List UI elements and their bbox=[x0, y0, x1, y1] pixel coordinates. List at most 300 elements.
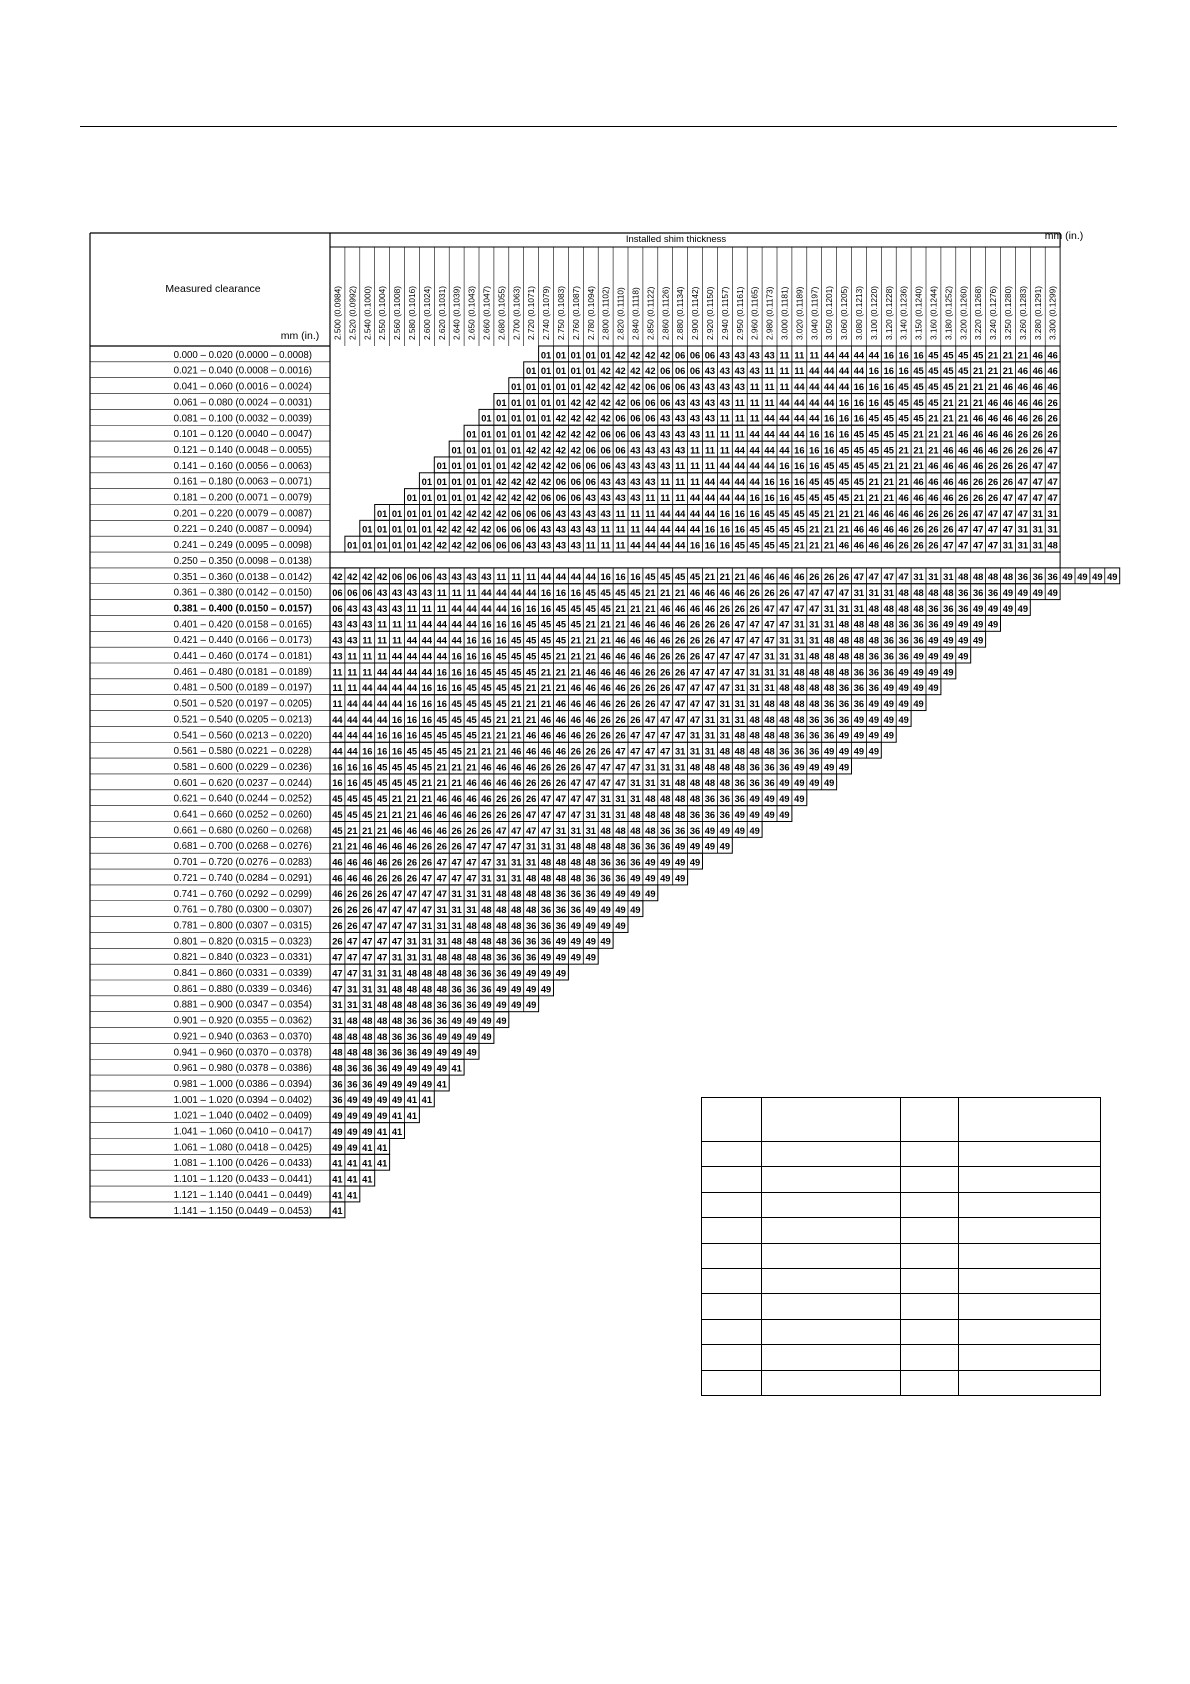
shim-number: 21 bbox=[466, 746, 477, 757]
shim-number: 49 bbox=[794, 762, 805, 773]
shim-number: 43 bbox=[704, 397, 716, 408]
column-header: 2.940 (0.1157) bbox=[719, 286, 730, 340]
shim-number: 48 bbox=[496, 936, 507, 947]
shim-number: 45 bbox=[660, 572, 671, 583]
shim-number: 26 bbox=[376, 889, 388, 900]
shim-number: 01 bbox=[466, 461, 477, 472]
shim-number: 31 bbox=[1017, 524, 1029, 535]
shim-number: 36 bbox=[570, 889, 582, 900]
shim-number: 06 bbox=[511, 508, 522, 519]
shim-number: 44 bbox=[466, 619, 477, 630]
shim-number: 45 bbox=[913, 413, 924, 424]
shim-number: 44 bbox=[451, 619, 462, 630]
shim-number: 48 bbox=[1002, 572, 1014, 583]
shim-number: 44 bbox=[660, 524, 671, 535]
shim-number: 47 bbox=[1047, 461, 1058, 472]
shim-number: 01 bbox=[525, 381, 537, 392]
shim-number: 46 bbox=[630, 651, 641, 662]
shim-number: 43 bbox=[347, 619, 358, 630]
shim-number: 45 bbox=[496, 698, 507, 709]
shim-number: 36 bbox=[525, 936, 537, 947]
shim-number: 31 bbox=[1047, 524, 1058, 535]
shim-number: 06 bbox=[540, 508, 552, 519]
shim-number: 49 bbox=[347, 1111, 358, 1122]
shim-number: 11 bbox=[630, 524, 641, 535]
shim-number: 47 bbox=[376, 952, 388, 963]
shim-number: 36 bbox=[853, 698, 865, 709]
shim-number: 21 bbox=[600, 619, 611, 630]
shim-number: 47 bbox=[1032, 477, 1043, 488]
shim-number: 21 bbox=[347, 825, 358, 836]
shim-number: 11 bbox=[675, 477, 686, 488]
shim-number: 31 bbox=[406, 952, 418, 963]
shim-number: 44 bbox=[347, 746, 358, 757]
row-label: 0.181 – 0.200 (0.0071 – 0.0079) bbox=[173, 492, 312, 504]
shim-number: 36 bbox=[928, 619, 939, 630]
shim-number: 26 bbox=[913, 524, 924, 535]
shim-number: 11 bbox=[749, 397, 760, 408]
shim-number: 43 bbox=[391, 603, 403, 614]
blank-table-cell bbox=[761, 1098, 901, 1142]
shim-number: 43 bbox=[421, 588, 433, 598]
shim-number: 45 bbox=[391, 778, 403, 789]
shim-number: 43 bbox=[585, 508, 596, 519]
shim-number: 06 bbox=[406, 572, 418, 583]
shim-number: 45 bbox=[362, 809, 373, 820]
shim-number: 41 bbox=[332, 1158, 343, 1169]
shim-number: 49 bbox=[332, 1142, 343, 1153]
shim-number: 46 bbox=[749, 572, 760, 583]
shim-number: 21 bbox=[511, 714, 522, 725]
column-header: 2.700 (0.1063) bbox=[511, 286, 522, 340]
shim-number: 21 bbox=[1017, 350, 1029, 361]
column-header: 3.100 (0.1220) bbox=[868, 286, 879, 340]
shim-number: 47 bbox=[391, 889, 403, 900]
blank-table-row bbox=[702, 1370, 1101, 1395]
shim-number: 49 bbox=[1092, 572, 1103, 583]
shim-number: 26 bbox=[481, 825, 492, 836]
shim-number: 31 bbox=[511, 873, 522, 884]
shim-number: 48 bbox=[585, 857, 596, 868]
shim-number: 26 bbox=[734, 603, 745, 614]
shim-number: 46 bbox=[362, 873, 373, 884]
shim-number: 31 bbox=[645, 778, 656, 789]
shim-number: 43 bbox=[660, 413, 671, 424]
shim-number: 48 bbox=[645, 825, 656, 836]
shim-number: 45 bbox=[511, 651, 522, 662]
shim-number: 11 bbox=[585, 540, 596, 551]
row-label: 0.621 – 0.640 (0.0244 – 0.0252) bbox=[173, 793, 312, 805]
shim-number: 43 bbox=[689, 413, 701, 424]
shim-number: 21 bbox=[511, 730, 522, 741]
shim-number: 47 bbox=[674, 730, 686, 741]
shim-number: 48 bbox=[645, 809, 656, 820]
shim-number: 36 bbox=[928, 603, 939, 614]
shim-number: 44 bbox=[823, 381, 835, 392]
shim-number: 36 bbox=[525, 952, 537, 963]
shim-number: 26 bbox=[466, 825, 477, 836]
shim-number: 49 bbox=[749, 794, 760, 805]
shim-number: 47 bbox=[600, 778, 611, 789]
shim-number: 42 bbox=[615, 366, 626, 377]
shim-number: 31 bbox=[809, 619, 820, 630]
shim-number: 49 bbox=[928, 635, 939, 646]
shim-number: 45 bbox=[794, 492, 805, 503]
shim-number: 49 bbox=[689, 857, 701, 868]
shim-number: 16 bbox=[496, 635, 507, 646]
shim-number: 31 bbox=[674, 746, 686, 757]
shim-number: 36 bbox=[585, 889, 596, 900]
row-label: 0.961 – 0.980 (0.0378 – 0.0386) bbox=[173, 1063, 312, 1075]
shim-number: 46 bbox=[600, 651, 611, 662]
shim-number: 47 bbox=[630, 730, 641, 741]
shim-number: 46 bbox=[868, 508, 880, 519]
shim-number: 11 bbox=[392, 635, 402, 646]
shim-number: 31 bbox=[332, 1015, 343, 1026]
shim-number: 49 bbox=[838, 746, 850, 757]
shim-number: 45 bbox=[868, 445, 880, 456]
shim-number: 49 bbox=[898, 667, 909, 678]
shim-number: 42 bbox=[451, 524, 462, 535]
shim-number: 47 bbox=[466, 857, 477, 868]
shim-number: 46 bbox=[928, 461, 939, 472]
shim-number: 49 bbox=[913, 651, 924, 662]
shim-number: 43 bbox=[481, 572, 492, 583]
shim-number: 46 bbox=[928, 477, 939, 488]
shim-number: 48 bbox=[451, 952, 462, 963]
shim-number: 36 bbox=[883, 635, 894, 646]
shim-number: 16 bbox=[779, 477, 790, 488]
row-label: 0.581 – 0.600 (0.0229 – 0.0236) bbox=[173, 761, 312, 773]
shim-number: 01 bbox=[511, 397, 522, 408]
row-label: 1.021 – 1.040 (0.0402 – 0.0409) bbox=[173, 1110, 312, 1122]
shim-number: 46 bbox=[1047, 381, 1058, 392]
shim-number: 31 bbox=[749, 698, 760, 709]
shim-number: 47 bbox=[615, 762, 626, 773]
shim-number: 11 bbox=[675, 492, 686, 503]
shim-number: 44 bbox=[630, 540, 641, 551]
shim-number: 06 bbox=[525, 524, 537, 535]
shim-number: 11 bbox=[645, 492, 656, 503]
shim-number: 42 bbox=[466, 540, 477, 551]
shim-number: 43 bbox=[451, 572, 462, 583]
shim-number: 26 bbox=[689, 635, 701, 646]
shim-number: 42 bbox=[332, 572, 343, 583]
shim-number: 44 bbox=[376, 698, 388, 709]
shim-number: 47 bbox=[1002, 508, 1014, 519]
shim-number: 06 bbox=[585, 477, 596, 488]
shim-number: 26 bbox=[823, 572, 835, 583]
shim-number: 11 bbox=[764, 366, 775, 377]
shim-number: 36 bbox=[764, 762, 775, 773]
shim-number: 46 bbox=[1002, 429, 1014, 440]
shim-number: 48 bbox=[347, 1031, 358, 1042]
shim-number: 01 bbox=[555, 350, 567, 361]
shim-number: 46 bbox=[466, 778, 477, 789]
shim-number: 43 bbox=[570, 524, 582, 535]
shim-number: 36 bbox=[496, 968, 507, 979]
shim-number: 49 bbox=[540, 952, 552, 963]
shim-number: 36 bbox=[809, 746, 820, 757]
shim-number: 46 bbox=[615, 683, 626, 694]
shim-number: 45 bbox=[600, 603, 611, 614]
shim-number: 26 bbox=[332, 905, 343, 915]
shim-number: 44 bbox=[332, 730, 343, 741]
shim-number: 21 bbox=[809, 540, 820, 551]
shim-number: 11 bbox=[347, 667, 358, 678]
shim-number: 49 bbox=[570, 952, 582, 963]
shim-number: 01 bbox=[496, 445, 507, 456]
shim-number: 47 bbox=[391, 905, 403, 915]
shim-number: 45 bbox=[838, 445, 850, 456]
shim-number: 26 bbox=[660, 667, 671, 678]
shim-number: 21 bbox=[555, 683, 567, 694]
shim-number: 49 bbox=[883, 714, 894, 725]
row-label: 0.421 – 0.440 (0.0166 – 0.0173) bbox=[173, 635, 312, 647]
shim-number: 31 bbox=[704, 730, 716, 741]
shim-number: 49 bbox=[674, 857, 686, 868]
shim-number: 11 bbox=[377, 619, 388, 630]
shim-number: 48 bbox=[689, 778, 701, 789]
shim-number: 45 bbox=[943, 381, 954, 392]
shim-number: 49 bbox=[704, 825, 716, 836]
shim-number: 46 bbox=[332, 857, 343, 868]
column-header: 3.020 (0.1189) bbox=[794, 286, 805, 340]
shim-number: 46 bbox=[496, 778, 507, 789]
shim-number: 49 bbox=[823, 746, 835, 757]
shim-number: 11 bbox=[377, 651, 388, 662]
shim-number: 48 bbox=[540, 873, 552, 884]
shim-number: 47 bbox=[1017, 508, 1029, 519]
shim-number: 43 bbox=[600, 492, 611, 503]
shim-number: 45 bbox=[406, 746, 418, 757]
shim-number: 46 bbox=[525, 762, 537, 773]
shim-number: 45 bbox=[749, 540, 760, 551]
shim-number: 36 bbox=[1032, 572, 1043, 583]
shim-number: 48 bbox=[928, 588, 939, 598]
shim-number: 26 bbox=[1002, 477, 1014, 488]
shim-number: 48 bbox=[332, 1031, 343, 1042]
shim-number: 47 bbox=[362, 936, 373, 947]
shim-number: 48 bbox=[958, 572, 969, 583]
shim-number: 48 bbox=[794, 714, 805, 725]
shim-number: 49 bbox=[972, 619, 984, 630]
shim-number: 43 bbox=[466, 572, 477, 583]
shim-number: 49 bbox=[391, 1095, 403, 1106]
shim-number: 31 bbox=[347, 1000, 358, 1011]
shim-number: 46 bbox=[555, 746, 567, 757]
shim-number: 44 bbox=[749, 445, 760, 456]
shim-number: 06 bbox=[421, 572, 433, 583]
shim-number: 41 bbox=[406, 1095, 418, 1106]
shim-number: 26 bbox=[451, 825, 462, 836]
shim-number: 16 bbox=[868, 366, 880, 377]
blank-table-row bbox=[702, 1345, 1101, 1370]
shim-number: 11 bbox=[332, 667, 343, 678]
shim-number: 47 bbox=[555, 794, 567, 805]
shim-number: 45 bbox=[481, 667, 492, 678]
shim-number: 45 bbox=[406, 762, 418, 773]
shim-number: 16 bbox=[376, 730, 388, 741]
shim-number: 47 bbox=[1017, 492, 1029, 503]
shim-number: 48 bbox=[525, 889, 537, 900]
shim-number: 48 bbox=[868, 619, 880, 630]
shim-number: 11 bbox=[436, 588, 447, 598]
column-header: 2.800 (0.1102) bbox=[600, 286, 611, 340]
shim-number: 36 bbox=[883, 651, 894, 662]
shim-number: 48 bbox=[838, 651, 850, 662]
shim-number: 41 bbox=[362, 1142, 373, 1153]
shim-number: 47 bbox=[749, 619, 760, 630]
shim-number: 01 bbox=[466, 492, 477, 503]
shim-number: 16 bbox=[794, 461, 805, 472]
shim-number: 47 bbox=[406, 889, 418, 900]
shim-number: 36 bbox=[406, 1047, 418, 1058]
shim-number: 06 bbox=[585, 445, 596, 456]
shim-number: 06 bbox=[645, 381, 656, 392]
shim-number: 48 bbox=[615, 841, 626, 852]
shim-number: 48 bbox=[511, 905, 522, 915]
shim-number: 21 bbox=[972, 381, 984, 392]
shim-number: 31 bbox=[615, 794, 626, 805]
shim-number: 47 bbox=[421, 889, 433, 900]
shim-number: 16 bbox=[809, 429, 820, 440]
shim-number: 46 bbox=[689, 588, 701, 598]
shim-number: 49 bbox=[421, 1047, 433, 1058]
shim-number: 06 bbox=[660, 381, 671, 392]
shim-number: 21 bbox=[496, 714, 507, 725]
shim-number: 47 bbox=[1002, 524, 1014, 535]
shim-number: 31 bbox=[823, 603, 835, 614]
shim-number: 26 bbox=[719, 619, 731, 630]
blank-table-cell bbox=[702, 1294, 762, 1319]
shim-number: 01 bbox=[600, 350, 611, 361]
shim-number: 45 bbox=[853, 477, 865, 488]
shim-number: 11 bbox=[347, 651, 358, 662]
shim-number: 21 bbox=[898, 445, 909, 456]
shim-number: 49 bbox=[868, 746, 880, 757]
shim-number: 01 bbox=[570, 381, 582, 392]
shim-number: 16 bbox=[764, 492, 775, 503]
column-header: 2.620 (0.1031) bbox=[436, 286, 447, 340]
shim-number: 42 bbox=[436, 524, 447, 535]
shim-number: 43 bbox=[734, 350, 745, 361]
shim-number: 36 bbox=[391, 1047, 403, 1058]
shim-number: 26 bbox=[1002, 445, 1014, 456]
shim-number: 48 bbox=[391, 1015, 403, 1026]
shim-number: 48 bbox=[525, 905, 537, 915]
shim-number: 21 bbox=[913, 445, 924, 456]
shim-number: 31 bbox=[630, 778, 641, 789]
shim-number: 44 bbox=[794, 429, 805, 440]
shim-number: 45 bbox=[823, 477, 835, 488]
shim-number: 46 bbox=[436, 809, 447, 820]
shim-number: 44 bbox=[660, 540, 671, 551]
shim-number: 43 bbox=[406, 588, 418, 598]
shim-number: 21 bbox=[853, 492, 865, 503]
shim-number: 45 bbox=[809, 508, 820, 519]
column-header: 2.520 (0.0992) bbox=[347, 286, 358, 340]
blank-table-row bbox=[702, 1167, 1101, 1192]
shim-number: 49 bbox=[749, 825, 760, 836]
shim-number: 45 bbox=[436, 714, 447, 725]
shim-number: 44 bbox=[511, 588, 522, 598]
shim-number: 31 bbox=[362, 968, 373, 979]
shim-number: 45 bbox=[585, 588, 596, 598]
shim-number: 21 bbox=[838, 524, 850, 535]
shim-number: 44 bbox=[853, 366, 865, 377]
shim-number: 44 bbox=[525, 588, 537, 598]
shim-number: 36 bbox=[719, 809, 731, 820]
shim-number: 21 bbox=[913, 461, 924, 472]
shim-number: 42 bbox=[525, 492, 537, 503]
shim-number: 44 bbox=[376, 683, 388, 694]
shim-number: 16 bbox=[823, 445, 835, 456]
shim-number: 47 bbox=[689, 667, 701, 678]
row-label: 0.921 – 0.940 (0.0363 – 0.0370) bbox=[173, 1031, 312, 1043]
shim-number: 47 bbox=[481, 841, 492, 852]
shim-number: 31 bbox=[585, 825, 596, 836]
shim-number: 45 bbox=[972, 350, 984, 361]
shim-number: 36 bbox=[332, 1095, 343, 1106]
shim-number: 47 bbox=[674, 698, 686, 709]
shim-number: 43 bbox=[734, 366, 745, 377]
shim-number: 06 bbox=[511, 540, 522, 551]
shim-number: 44 bbox=[555, 572, 567, 583]
shim-number: 11 bbox=[615, 540, 626, 551]
shim-number: 44 bbox=[674, 524, 686, 535]
shim-number: 42 bbox=[540, 429, 552, 440]
shim-number: 44 bbox=[347, 730, 358, 741]
shim-number: 44 bbox=[421, 619, 433, 630]
shim-number: 49 bbox=[913, 698, 924, 709]
shim-number: 41 bbox=[347, 1174, 358, 1185]
shim-number: 41 bbox=[391, 1126, 403, 1137]
shim-number: 06 bbox=[332, 603, 343, 614]
shim-number: 44 bbox=[794, 381, 805, 392]
shim-number: 46 bbox=[511, 762, 522, 773]
shim-number: 47 bbox=[660, 746, 671, 757]
shim-number: 44 bbox=[436, 635, 447, 646]
shim-number: 45 bbox=[883, 413, 894, 424]
shim-number: 36 bbox=[898, 651, 909, 662]
shim-number: 46 bbox=[1047, 350, 1058, 361]
shim-number: 01 bbox=[540, 397, 552, 408]
shim-number: 47 bbox=[987, 524, 999, 535]
shim-number: 11 bbox=[466, 588, 477, 598]
shim-number: 45 bbox=[376, 794, 388, 805]
shim-number: 36 bbox=[898, 619, 909, 630]
shim-number: 43 bbox=[362, 619, 373, 630]
shim-number: 46 bbox=[958, 429, 969, 440]
shim-number: 26 bbox=[540, 762, 552, 773]
shim-number: 46 bbox=[391, 825, 403, 836]
shim-number: 46 bbox=[362, 841, 373, 852]
shim-number: 36 bbox=[660, 825, 671, 836]
shim-number: 36 bbox=[794, 746, 805, 757]
shim-number: 16 bbox=[451, 651, 462, 662]
column-header: 3.280 (0.1291) bbox=[1032, 286, 1043, 340]
shim-number: 49 bbox=[734, 825, 745, 836]
shim-number: 47 bbox=[645, 714, 656, 725]
shim-number: 36 bbox=[332, 1079, 343, 1090]
shim-number: 36 bbox=[630, 857, 641, 868]
blank-table-cell bbox=[901, 1268, 959, 1293]
shim-number: 01 bbox=[421, 524, 433, 535]
shim-number: 49 bbox=[600, 920, 611, 931]
shim-number: 21 bbox=[987, 350, 999, 361]
shim-number: 44 bbox=[749, 477, 760, 488]
